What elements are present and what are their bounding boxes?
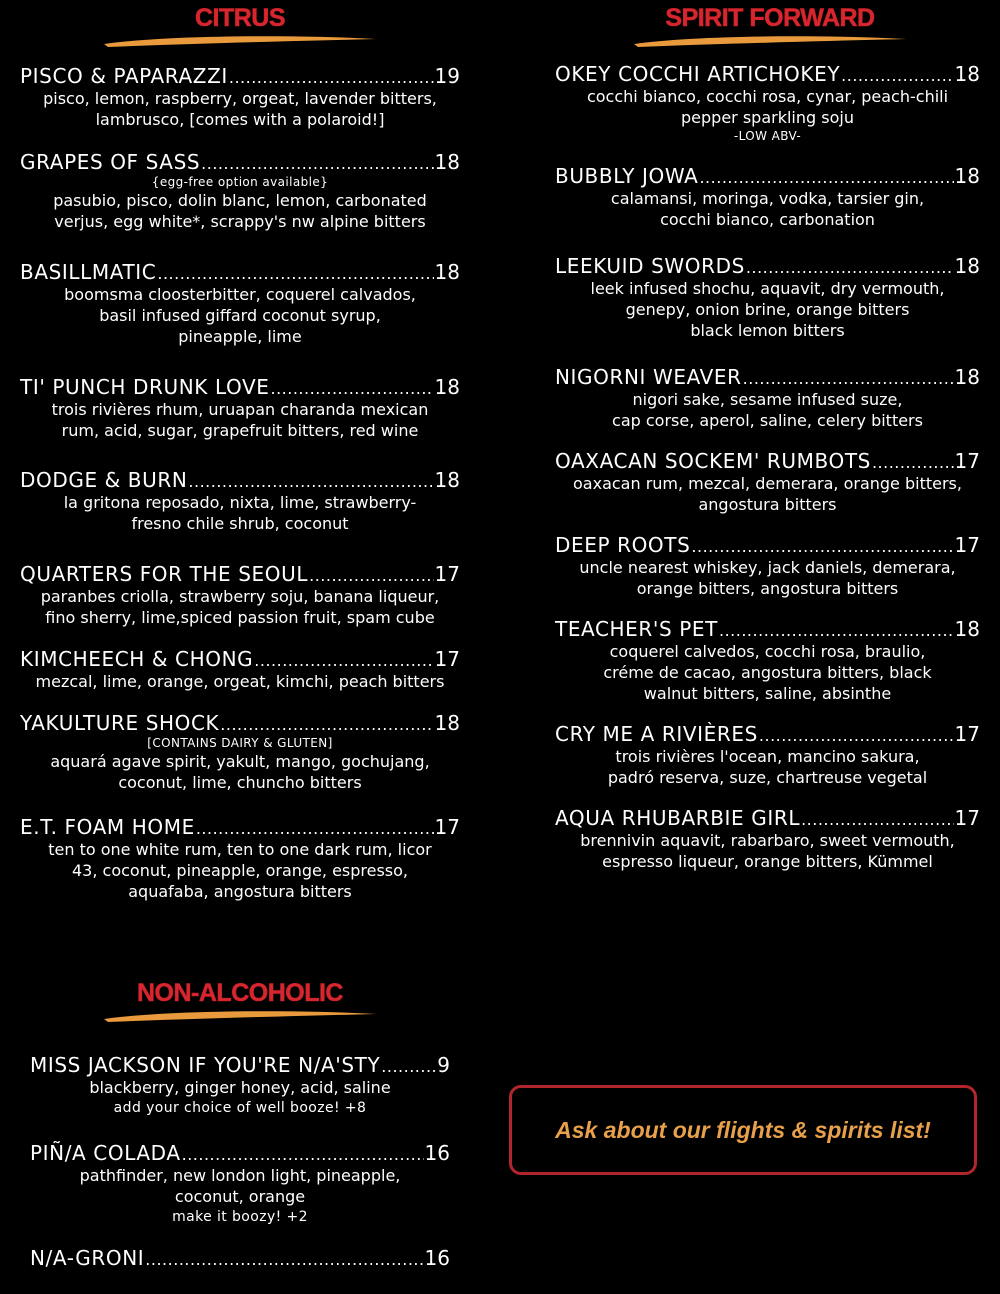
dot-leader	[220, 715, 433, 734]
item-price: 18	[954, 365, 980, 389]
dot-leader	[271, 379, 434, 398]
item-name: OAXACAN SOCKEM' RUMBOTS	[555, 449, 871, 473]
menu-item	[20, 815, 460, 902]
non-alcoholic-heading	[95, 981, 385, 1023]
item-description: oaxacan rum, mezcal, demerara, orange bitters,	[573, 474, 962, 493]
item-description: boomsma cloosterbitter, coquerel calvados,	[64, 285, 416, 304]
item-price: 16	[424, 1141, 450, 1165]
item-description: fresno chile shrub, coconut	[131, 514, 349, 533]
menu-item	[555, 164, 980, 230]
item-description: coconut, orange	[174, 1187, 306, 1206]
item-price: 18	[954, 164, 980, 188]
dot-leader	[759, 726, 954, 745]
item-name: E.T. FOAM HOME	[20, 815, 195, 839]
dot-leader	[229, 68, 434, 87]
item-description: pathfinder, new london light, pineapple,	[79, 1166, 401, 1185]
menu-item	[555, 806, 980, 872]
item-name: DODGE & BURN	[20, 468, 188, 492]
item-name: TI' PUNCH DRUNK LOVE	[20, 375, 270, 399]
item-description: basil infused giffard coconut syrup,	[99, 306, 381, 325]
menu-item	[20, 468, 460, 534]
section-title: SPIRIT FORWARD	[665, 4, 875, 32]
item-description: aquará agave spirit, yakult, mango, gochujang,	[50, 752, 430, 771]
item-name: AQUA RHUBARBIE GIRL	[555, 806, 801, 830]
item-description: brennivin aquavit, rabarbaro, sweet vermouth,	[580, 831, 955, 850]
menu-item	[20, 711, 460, 793]
item-description: nigori sake, sesame infused suze,	[632, 390, 903, 409]
item-price: 17	[954, 722, 980, 746]
item-name: NIGORNI WEAVER	[555, 365, 742, 389]
item-description: 43, coconut, pineapple, orange, espresso,	[71, 861, 409, 880]
item-price: 18	[954, 617, 980, 641]
dot-leader	[872, 453, 954, 472]
item-price: 17	[954, 806, 980, 830]
item-description: rum, acid, sugar, grapefruit bitters, red wine	[61, 421, 419, 440]
item-price: 18	[954, 62, 980, 86]
citrus-heading	[95, 6, 385, 48]
dot-leader	[157, 264, 433, 283]
section-title: NON-ALCOHOLIC	[137, 979, 343, 1007]
item-price: 18	[434, 375, 460, 399]
item-price: 18	[434, 150, 460, 174]
item-description: coconut, lime, chuncho bitters	[118, 773, 362, 792]
section-title: CITRUS	[194, 4, 286, 32]
dot-leader	[691, 537, 953, 556]
menu-item	[20, 562, 460, 628]
item-price: 18	[954, 254, 980, 278]
item-name: QUARTERS FOR THE SEOUL	[20, 562, 309, 586]
item-description: ten to one white rum, ten to one dark rum, licor	[48, 840, 432, 859]
menu-item	[20, 647, 460, 692]
item-name: LEEKUID SWORDS	[555, 254, 745, 278]
dot-leader	[201, 154, 433, 173]
item-name: PISCO & PAPARAZZI	[20, 64, 228, 88]
item-name: KIMCHEECH & CHONG	[20, 647, 254, 671]
menu-item	[30, 1053, 450, 1118]
dot-leader	[801, 810, 953, 829]
item-description: pepper sparkling soju	[681, 108, 854, 127]
item-description: cocchi bianco, cocchi rosa, cynar, peach-chili	[586, 87, 949, 106]
dot-leader	[746, 258, 954, 277]
menu-item	[20, 64, 460, 130]
spirit-forward-heading	[625, 6, 915, 48]
menu-item	[20, 150, 460, 232]
dot-leader	[841, 66, 953, 85]
item-note: add your choice of well booze! +8	[113, 1100, 367, 1116]
item-description: pineapple, lime	[178, 327, 302, 346]
dot-leader	[719, 621, 954, 640]
item-description: calamansi, moringa, vodka, tarsier gin,	[610, 189, 925, 208]
item-name: BASILLMATIC	[20, 260, 157, 284]
item-price: 19	[434, 64, 460, 88]
item-description: la gritona reposado, nixta, lime, strawberry-	[63, 493, 417, 512]
item-price: 17	[434, 562, 460, 586]
item-description: black lemon bitters	[690, 321, 845, 340]
brush-stroke-underline	[100, 1009, 380, 1023]
item-description: blackberry, ginger honey, acid, saline	[89, 1078, 391, 1097]
item-description: padró reserva, suze, chartreuse vegetal	[607, 768, 928, 787]
item-price: 18	[434, 468, 460, 492]
menu-item	[555, 62, 980, 144]
item-description: trois rivières rhum, uruapan charanda mexican	[51, 400, 429, 419]
menu-item	[555, 722, 980, 788]
item-name: MISS JACKSON IF YOU'RE N/A'STY	[30, 1053, 381, 1077]
item-description: pasubio, pisco, dolin blanc, lemon, carbonated	[53, 191, 427, 210]
dot-leader	[743, 369, 954, 388]
item-description: mezcal, lime, orange, orgeat, kimchi, peach bitters	[35, 672, 445, 691]
item-name: BUBBLY JOWA	[555, 164, 699, 188]
menu-item	[555, 254, 980, 341]
item-price: 18	[434, 260, 460, 284]
brush-stroke-underline	[630, 34, 910, 48]
item-price: 18	[434, 711, 460, 735]
callout-text: Ask about our flights & spirits list!	[555, 1116, 931, 1143]
dot-leader	[381, 1057, 436, 1076]
item-description: cap corse, aperol, saline, celery bitters	[612, 411, 923, 430]
item-name: TEACHER'S PET	[555, 617, 718, 641]
item-description: lambrusco, [comes with a polaroid!]	[95, 110, 385, 129]
menu-item	[555, 365, 980, 431]
item-description: trois rivières l'ocean, mancino sakura,	[615, 747, 920, 766]
brush-stroke-underline	[100, 34, 380, 48]
item-price: 9	[437, 1053, 450, 1077]
item-description: angostura bitters	[698, 495, 837, 514]
item-name: N/A-GRONI	[30, 1246, 145, 1270]
dot-leader	[699, 168, 953, 187]
menu-item	[555, 533, 980, 599]
item-price: 17	[954, 533, 980, 557]
menu-item	[20, 375, 460, 441]
item-name: GRAPES OF SASS	[20, 150, 201, 174]
item-description: cocchi bianco, carbonation	[660, 210, 875, 229]
item-note: {egg-free option available}	[151, 175, 329, 189]
menu-item	[555, 617, 980, 704]
item-description: walnut bitters, saline, absinthe	[643, 684, 892, 703]
item-description: aquafaba, angostura bitters	[128, 882, 352, 901]
menu-item	[20, 260, 460, 347]
dot-leader	[145, 1250, 423, 1269]
item-price: 17	[434, 647, 460, 671]
item-description: genepy, onion brine, orange bitters	[625, 300, 910, 319]
dot-leader	[254, 651, 433, 670]
item-description: paranbes criolla, strawberry soju, banana liqueur,	[40, 587, 440, 606]
item-name: CRY ME A RIVIÈRES	[555, 722, 758, 746]
item-description: pisco, lemon, raspberry, orgeat, lavender bitters,	[43, 89, 437, 108]
dot-leader	[188, 472, 433, 491]
item-note: -LOW ABV-	[733, 129, 802, 143]
item-description: espresso liqueur, orange bitters, Kümmel	[602, 852, 933, 871]
item-price: 17	[954, 449, 980, 473]
item-description: verjus, egg white*, scrappy's nw alpine bitters	[54, 212, 426, 231]
item-price: 17	[434, 815, 460, 839]
item-name: YAKULTURE SHOCK	[20, 711, 220, 735]
dot-leader	[309, 566, 433, 585]
item-description: coquerel calvedos, cocchi rosa, braulio,	[609, 642, 926, 661]
item-name: OKEY COCCHI ARTICHOKEY	[555, 62, 841, 86]
item-description: uncle nearest whiskey, jack daniels, demerara,	[579, 558, 956, 577]
item-description: créme de cacao, angostura bitters, black	[603, 663, 932, 682]
menu-item	[30, 1141, 450, 1227]
flights-spirits-callout	[509, 1085, 977, 1175]
item-description: fino sherry, lime,spiced passion fruit, spam cube	[45, 608, 435, 627]
item-name: DEEP ROOTS	[555, 533, 691, 557]
item-description: leek infused shochu, aquavit, dry vermouth,	[590, 279, 945, 298]
item-note: make it boozy! +2	[172, 1209, 308, 1225]
item-note: [CONTAINS DAIRY & GLUTEN]	[147, 736, 333, 750]
menu-item	[30, 1246, 450, 1270]
item-description: orange bitters, angostura bitters	[636, 579, 899, 598]
menu-item	[555, 449, 980, 515]
item-price: 16	[424, 1246, 450, 1270]
dot-leader	[196, 819, 434, 838]
item-name: PIÑ/A COLADA	[30, 1141, 181, 1165]
dot-leader	[182, 1145, 424, 1164]
